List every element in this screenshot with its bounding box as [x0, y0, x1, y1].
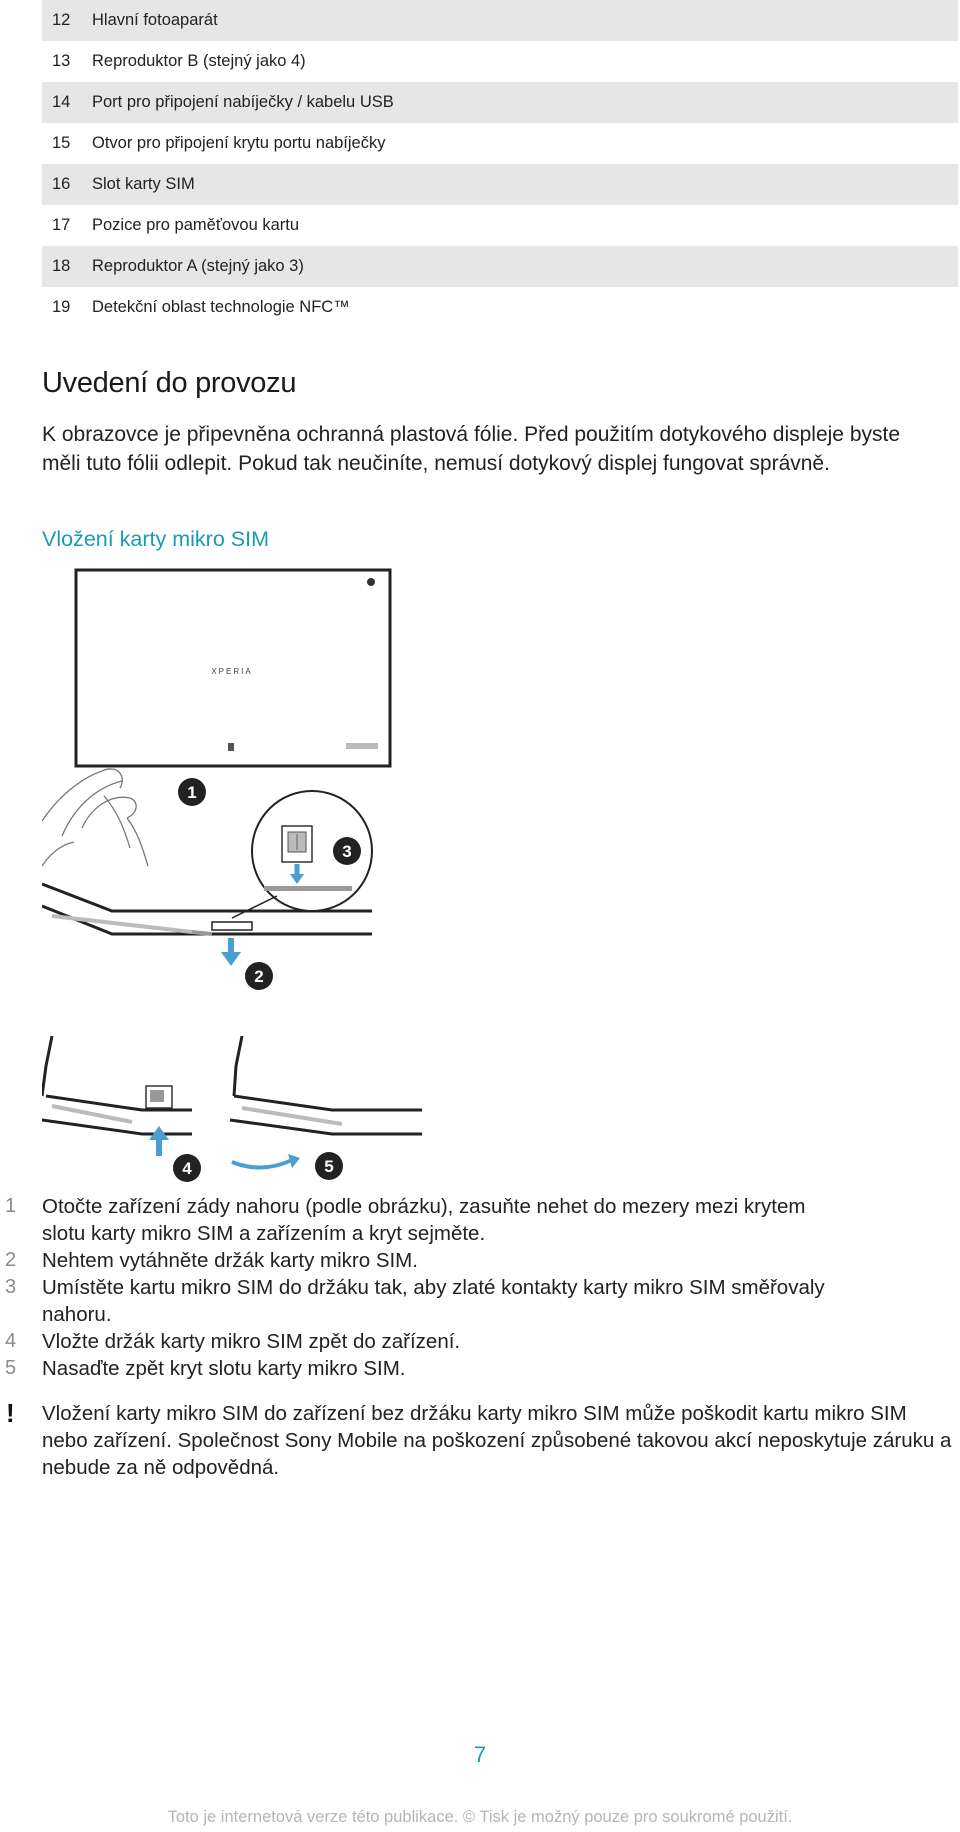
step-number: 2	[5, 1249, 17, 1271]
part-label: Port pro připojení nabíječky / kabelu USB	[92, 93, 394, 111]
part-label: Otvor pro připojení krytu portu nabíječky	[92, 134, 386, 152]
step-text: Otočte zařízení zády nahoru (podle obrázku), zasuňte nehet do mezery mezi krytem slotu karty mikro SIM a zařízením a kryt sejměte.	[42, 1195, 806, 1245]
device-brand-text: XPERIA	[211, 667, 253, 676]
table-row	[42, 205, 958, 246]
part-number: 19	[52, 298, 71, 316]
device-back	[76, 570, 390, 766]
step-text: Nehtem vytáhněte držák karty mikro SIM.	[42, 1249, 418, 1272]
callout-4: 4	[182, 1159, 192, 1178]
table-row	[42, 246, 958, 287]
footer-text: Toto je internetová verze této publikace. © Tisk je možný pouze pro soukromé použití.	[167, 1808, 793, 1826]
part-number: 18	[52, 257, 71, 275]
part-label: Reproduktor A (stejný jako 3)	[92, 257, 304, 275]
table-row	[42, 41, 958, 82]
step-text: Vložte držák karty mikro SIM zpět do zařízení.	[42, 1330, 461, 1353]
table-row	[42, 164, 958, 205]
section-title: Uvedení do provozu	[42, 367, 297, 399]
page-number: 7	[473, 1742, 487, 1767]
step-number: 3	[5, 1276, 17, 1298]
table-row	[42, 0, 958, 41]
part-number: 16	[52, 175, 71, 193]
list-item	[0, 1274, 960, 1328]
callout-2: 2	[254, 967, 264, 986]
list-item	[0, 1193, 960, 1247]
callout-1: 1	[187, 783, 197, 802]
callout-3: 3	[342, 842, 352, 861]
list-item	[0, 1247, 960, 1274]
step-text: Nasaďte zpět kryt slotu karty mikro SIM.	[42, 1357, 406, 1380]
warning-icon: !	[6, 1398, 15, 1428]
steps-list	[0, 1193, 960, 1382]
table-row	[42, 287, 958, 328]
intro-paragraph: K obrazovce je připevněna ochranná plastová fólie. Před použitím dotykového displeje byste měli tuto fólii odlepit. Pokud tak neučiníte, nemusí dotykový displej fungovat správně.	[42, 423, 901, 475]
step-number: 4	[5, 1330, 17, 1352]
part-number: 15	[52, 134, 71, 152]
list-item	[0, 1355, 960, 1382]
warning-text: Vložení karty mikro SIM do zařízení bez držáku karty mikro SIM může poškodit kartu mikro SIM nebo zařízení. Společnost Sony Mobile na poškození způsobené takovou akcí neposkytuje záruku a nebude za ně odpovědná.	[42, 1402, 952, 1479]
list-item	[0, 1328, 960, 1355]
subsection-title: Vložení karty mikro SIM	[42, 527, 269, 551]
sim-insertion-illustration	[42, 566, 432, 1192]
part-label: Detekční oblast technologie NFC™	[92, 298, 350, 316]
part-label: Pozice pro paměťovou kartu	[92, 216, 300, 234]
part-number: 17	[52, 216, 71, 234]
step-number: 5	[5, 1357, 17, 1379]
device-edge-left	[42, 1036, 192, 1134]
part-number: 12	[52, 11, 71, 29]
part-number: 14	[52, 93, 71, 111]
part-number: 13	[52, 52, 71, 70]
part-label: Reproduktor B (stejný jako 4)	[92, 52, 306, 70]
step-text: Umístěte kartu mikro SIM do držáku tak, aby zlaté kontakty karty mikro SIM směřovaly nahoru.	[42, 1276, 825, 1326]
step-number: 1	[5, 1195, 17, 1217]
part-label: Hlavní fotoaparát	[92, 11, 218, 29]
warning-note	[0, 1400, 960, 1481]
callout-5: 5	[324, 1157, 334, 1176]
part-label: Slot karty SIM	[92, 175, 195, 193]
parts-table	[42, 0, 958, 328]
table-row	[42, 123, 958, 164]
device-edge-right	[230, 1036, 422, 1134]
hand-drawing	[42, 769, 148, 866]
table-row	[42, 82, 958, 123]
